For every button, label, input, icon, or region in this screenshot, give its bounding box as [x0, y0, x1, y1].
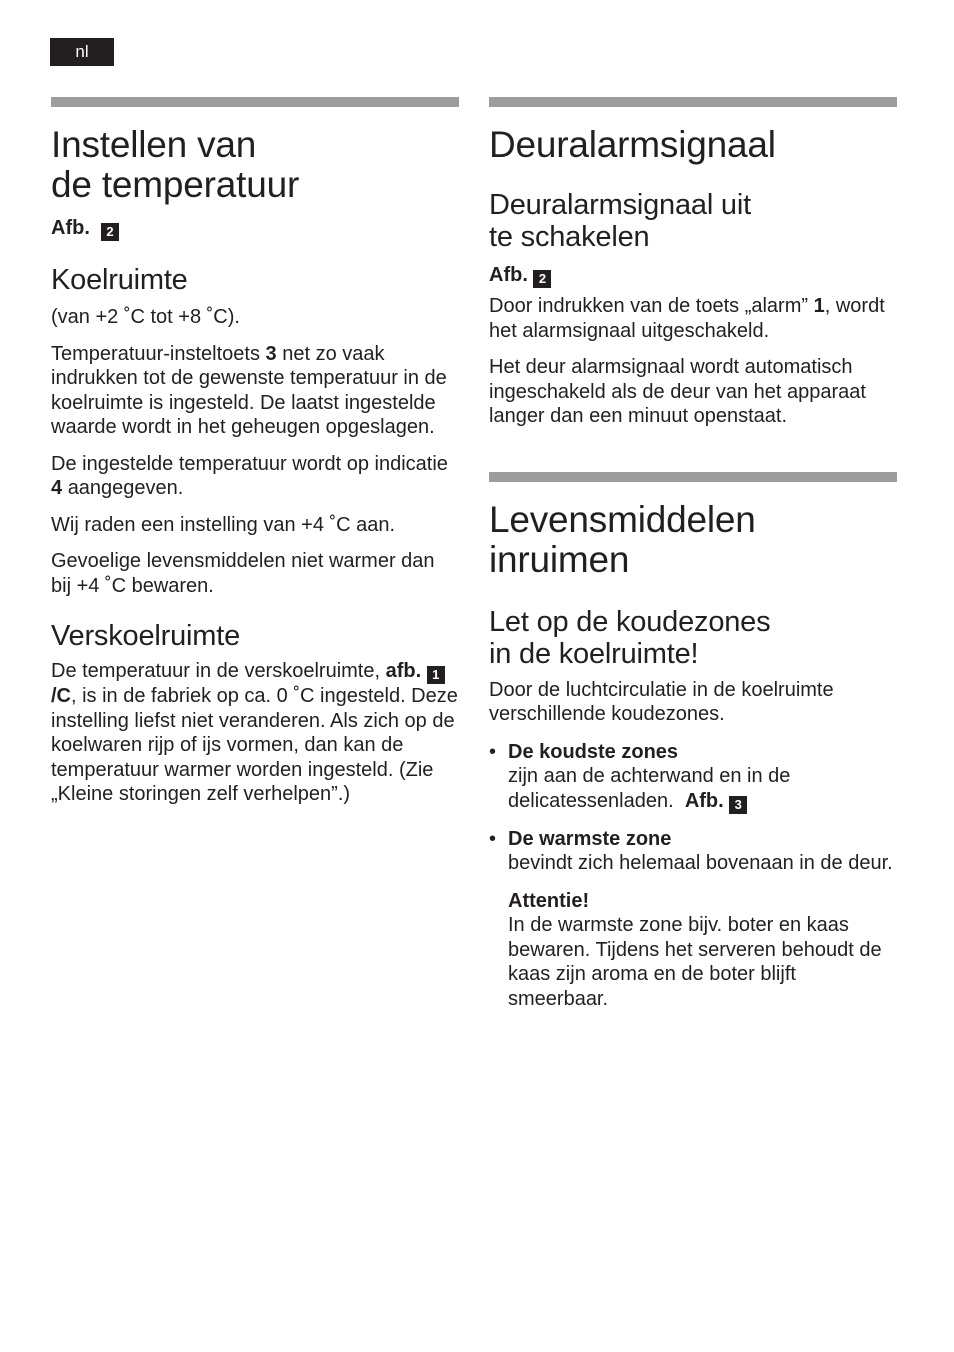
paragraph: Door de luchtcirculatie in de koelruimte verschillende koudezones.: [489, 678, 834, 725]
section-title-door-alarm: Deuralarmsignaal: [489, 124, 776, 165]
subheading-cold-zones: [489, 606, 897, 670]
attention-title: Attentie!: [508, 889, 590, 912]
subheading-koelruimte: Koelruimte: [51, 264, 188, 296]
bullet-dot: •: [489, 827, 497, 850]
figure-reference: [51, 216, 459, 241]
figure-number-box: 2: [101, 223, 119, 241]
figure-reference: [489, 263, 897, 288]
figure-label: afb.: [385, 660, 422, 682]
title-line: Levensmiddelen: [489, 498, 756, 540]
text: De temperatuur in de verskoelruimte,: [51, 660, 381, 682]
temperature-range: (van +2 ˚C tot +8 ˚C).: [51, 306, 240, 328]
section-title-temperature: [51, 125, 459, 205]
paragraph: Het deur alarmsignaal wordt automatisch ingeschakeld als de deur van het apparaat langer dan een minuut openstaat.: [489, 356, 866, 427]
key-number: 4: [51, 477, 63, 499]
title-line: de temperatuur: [51, 164, 300, 205]
list-item: [489, 827, 897, 876]
text: zijn aan de achterwand en in de delicatessenladen.: [508, 765, 791, 812]
figure-number-box: 1: [427, 666, 445, 684]
subheading-line: in de koelruimte!: [489, 637, 699, 670]
key-number: 1: [813, 295, 825, 317]
section-rule: [489, 472, 897, 482]
language-tab: nl: [50, 38, 114, 66]
text: Door indrukken van de toets „alarm”: [489, 295, 809, 317]
figure-number-box: 2: [533, 270, 551, 288]
figure-label: Afb.: [684, 789, 724, 812]
section-rule: [489, 97, 897, 107]
text: In de warmste zone bijv. boter en kaas bewaren. Tijdens het serveren behoudt de kaas zijn aroma en de boter blijft smeerbaar.: [508, 914, 882, 1010]
bullet-title: De warmste zone: [508, 827, 672, 850]
key-number: 3: [265, 342, 277, 365]
paragraph: Wij raden een instelling van +4 ˚C aan.: [51, 513, 396, 536]
bullet-content: [508, 827, 897, 876]
text: bevindt zich helemaal bovenaan in de deur.: [508, 852, 893, 874]
paragraph: [51, 659, 459, 807]
subheading-verskoelruimte: Verskoelruimte: [51, 620, 240, 652]
text: aangegeven.: [67, 477, 184, 499]
text: , is in de fabriek op ca. 0 ˚C ingesteld. Deze instelling liefst niet veranderen. Als zich op de koelwaren rijp of ijs vormen, dan kan de temperatuur warmer worden ingesteld. (Zie „Kleine storingen zelf verhelpen”.): [51, 685, 458, 805]
bullet-content: [508, 740, 897, 814]
left-column: [51, 97, 459, 807]
figure-part: /C: [51, 685, 71, 707]
paragraph: [489, 294, 897, 343]
paragraph: [51, 342, 459, 440]
text: , wordt het alarmsignaal uitgeschakeld.: [489, 295, 885, 342]
bullet-dot: •: [489, 740, 497, 763]
subheading-line: Let op de koudezones: [489, 605, 771, 638]
text: De ingestelde temperatuur wordt op indicatie: [51, 452, 448, 475]
subheading-line: Deuralarmsignaal uit: [489, 189, 751, 221]
right-column: [489, 97, 897, 1011]
attention-content: [508, 889, 897, 1012]
section-rule: [51, 97, 459, 107]
list-item: [489, 740, 897, 814]
bullet-title: De koudste zones: [508, 740, 679, 763]
paragraph: [51, 452, 459, 501]
subheading-line: te schakelen: [489, 221, 650, 253]
figure-label: Afb.: [489, 264, 528, 286]
text: Temperatuur-insteltoets: [51, 342, 260, 365]
section-title-storing-food: [489, 500, 897, 580]
figure-number-box: 3: [729, 796, 747, 814]
paragraph: Gevoelige levensmiddelen niet warmer dan bij +4 ˚C bewaren.: [51, 550, 435, 597]
title-line: Instellen van: [51, 124, 257, 165]
text: net zo vaak indrukken tot de gewenste temperatuur in de koelruimte is ingesteld. De laatst ingestelde waarde wordt in het geheugen opgeslagen.: [51, 342, 447, 438]
subheading-door-alarm-off: [489, 189, 897, 253]
attention-note: [489, 889, 897, 1012]
figure-label: Afb.: [51, 217, 90, 239]
title-line: inruimen: [489, 538, 630, 580]
